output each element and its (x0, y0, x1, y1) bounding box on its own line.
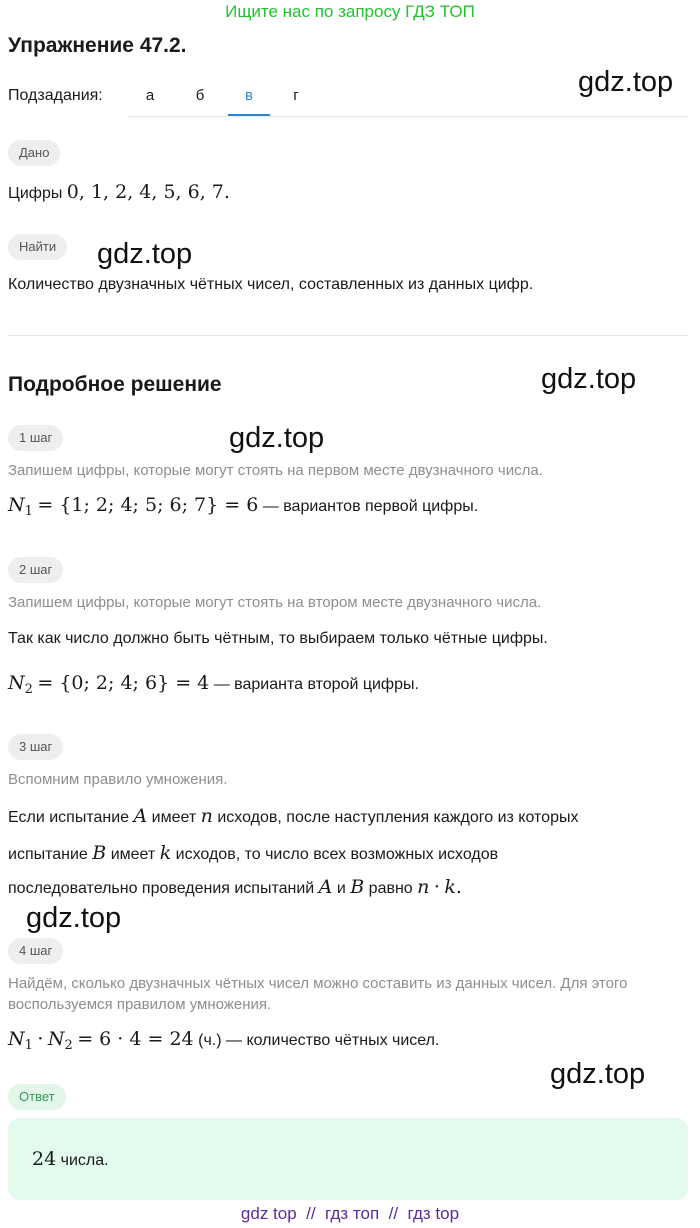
given-badge: Дано (8, 140, 60, 166)
step-2-formula (8, 672, 419, 697)
formula-sub: 2 (64, 1038, 73, 1054)
formula-text: — вариантов первой цифры. (262, 498, 479, 515)
rule-text: последовательно проведения испытаний (8, 880, 315, 897)
find-badge: Найти (8, 234, 67, 260)
step-1-badge: 1 шаг (8, 425, 63, 451)
step-4-hint-1: Найдём, сколько двузначных чётных чисел можно составить из данных чисел. Для этого (8, 975, 628, 992)
formula-sub: 1 (24, 504, 33, 520)
step-3-hint: Вспомним правило умножения. (8, 771, 228, 788)
footer-link-3[interactable]: гдз top (407, 1204, 460, 1223)
formula-sub: 2 (24, 682, 33, 698)
formula-var: N (47, 1028, 65, 1050)
var-b: B (92, 842, 107, 864)
rule-line-2 (8, 842, 498, 864)
footer-link-1[interactable]: gdz top (240, 1204, 297, 1223)
answer-number: 24 (32, 1148, 57, 1170)
promo-banner[interactable]: Ищите нас по запросу ГДЗ ТОП (225, 2, 475, 21)
footer-separator: // (388, 1204, 399, 1223)
answer-word: числа. (60, 1152, 109, 1169)
footer-links (0, 1204, 700, 1224)
tab-g[interactable]: г (293, 87, 299, 104)
answer-box (8, 1118, 688, 1200)
formula-text: — варианта второй цифры. (213, 676, 419, 693)
period: . (455, 876, 462, 898)
times-sign: · (37, 1028, 44, 1050)
watermark: gdz.top (578, 66, 674, 98)
formula-unit: (ч.) (198, 1032, 222, 1049)
rule-text: Если испытание (8, 809, 130, 826)
var-b: B (350, 876, 365, 898)
formula-text: — количество чётных чисел. (226, 1032, 440, 1049)
step-2-line: Так как число должно быть чётным, то выбираем только чётные цифры. (8, 630, 548, 647)
footer-link-2[interactable]: гдз топ (325, 1204, 380, 1223)
subtasks-label: Подзадания: (8, 87, 103, 104)
var-a: A (133, 805, 148, 827)
given-line (8, 181, 230, 203)
footer-separator: // (306, 1204, 316, 1223)
step-1-formula (8, 494, 478, 519)
step-4-formula (8, 1028, 439, 1053)
answer-badge: Ответ (8, 1084, 66, 1110)
watermark: gdz.top (26, 902, 122, 934)
rule-text: исходов, то число всех возможных исходов (175, 846, 499, 863)
given-digits: 0, 1, 2, 4, 5, 6, 7. (66, 181, 230, 203)
formula-var: N (8, 672, 25, 694)
var-n: n (200, 805, 213, 827)
rule-line-3 (8, 876, 462, 898)
times-sign: · (433, 876, 440, 898)
rule-text: и (336, 880, 346, 897)
formula-rhs: = 6 · 4 = 24 (77, 1028, 194, 1050)
rule-line-1 (8, 805, 578, 827)
solution-title: Подробное решение (8, 373, 222, 396)
step-3-badge: 3 шаг (8, 734, 63, 760)
var-n: n (417, 876, 430, 898)
rule-text: испытание (8, 846, 88, 863)
formula-rhs: = {1; 2; 4; 5; 6; 7} = 6 (37, 494, 259, 516)
divider (8, 335, 688, 336)
watermark: gdz.top (550, 1058, 646, 1090)
watermark: gdz.top (97, 238, 193, 270)
step-4-badge: 4 шаг (8, 938, 63, 964)
rule-text: исходов, после наступления каждого из которых (217, 809, 579, 826)
given-text: Цифры (8, 185, 63, 202)
answer-text (32, 1148, 109, 1170)
rule-text: имеет (151, 809, 197, 826)
formula-rhs: = {0; 2; 4; 6} = 4 (37, 672, 210, 694)
rule-text: имеет (110, 846, 156, 863)
tab-v[interactable]: в (228, 78, 270, 116)
var-a: A (318, 876, 333, 898)
formula-sub: 1 (24, 1038, 33, 1054)
step-1-hint: Запишем цифры, которые могут стоять на первом месте двузначного числа. (8, 462, 543, 479)
var-k: k (444, 876, 456, 898)
watermark: gdz.top (229, 422, 325, 454)
step-2-badge: 2 шаг (8, 557, 63, 583)
find-text: Количество двузначных чётных чисел, составленных из данных цифр. (8, 276, 534, 293)
tab-b[interactable]: б (195, 87, 205, 104)
formula-var: N (8, 1028, 25, 1050)
step-4-hint-2: воспользуемся правилом умножения. (8, 996, 272, 1013)
page-title: Упражнение 47.2. (8, 34, 187, 57)
formula-var: N (8, 494, 25, 516)
var-k: k (159, 842, 172, 864)
tab-a[interactable]: а (145, 87, 155, 104)
watermark: gdz.top (541, 363, 637, 395)
rule-text: равно (368, 880, 413, 897)
step-2-hint: Запишем цифры, которые могут стоять на втором месте двузначного числа. (8, 594, 542, 611)
